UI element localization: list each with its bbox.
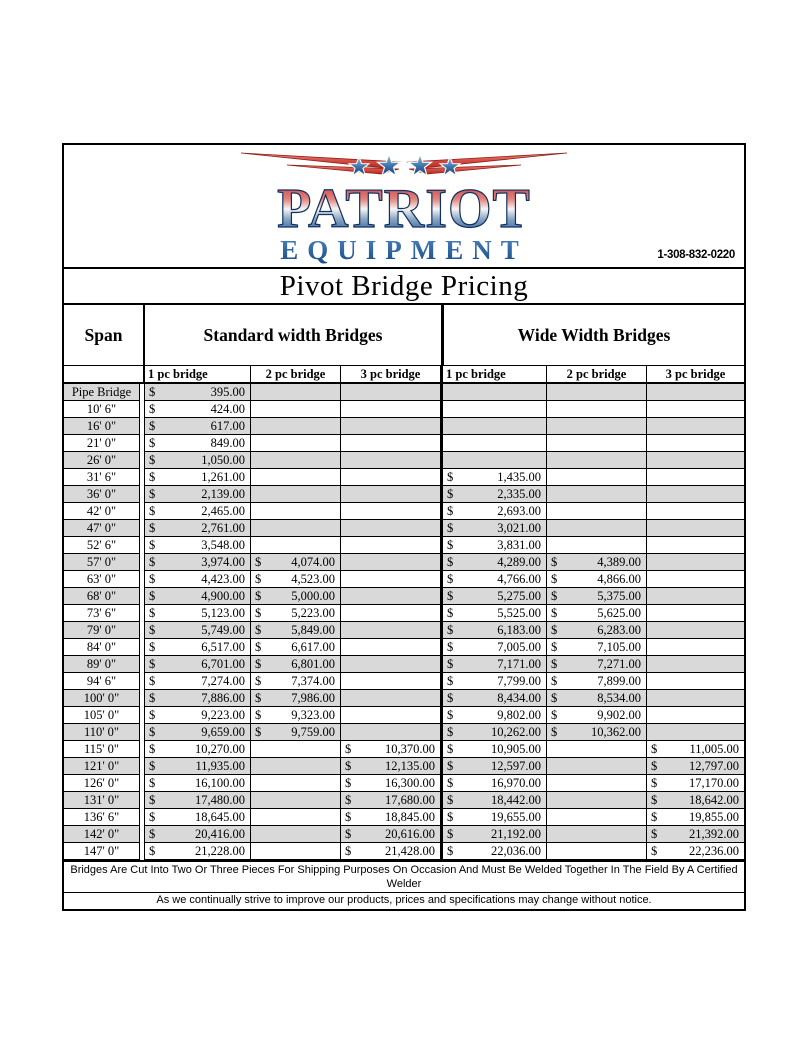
- price-cell-std-3pc: $ 18,845.00: [341, 809, 441, 826]
- sub-header-std-1pc: 1 pc bridge: [145, 366, 251, 384]
- price-cell-std-2pc: [251, 503, 341, 520]
- price-cell-wide-2pc: [547, 418, 647, 435]
- table-row: [64, 826, 744, 843]
- table-row: [64, 435, 744, 452]
- price-cell-std-3pc: $ 20,616.00: [341, 826, 441, 843]
- price-cell-std-1pc: $ 2,465.00: [144, 503, 251, 520]
- company-logo: [239, 151, 569, 272]
- price-cell-wide-2pc: [547, 537, 647, 554]
- span-cell: 89' 0": [64, 656, 140, 673]
- price-cell-std-2pc: [251, 809, 341, 826]
- price-cell-std-3pc: [341, 707, 441, 724]
- table-row: [64, 469, 744, 486]
- price-cell-std-1pc: $ 16,100.00: [144, 775, 251, 792]
- price-cell-wide-3pc: [647, 588, 744, 605]
- price-cell-wide-3pc: [647, 639, 744, 656]
- span-cell: 26' 0": [64, 452, 140, 469]
- price-cell-std-2pc: $ 5,000.00: [251, 588, 341, 605]
- price-cell-std-3pc: [341, 554, 441, 571]
- table-row: [64, 809, 744, 826]
- price-cell-std-1pc: $ 3,548.00: [144, 537, 251, 554]
- price-cell-std-2pc: [251, 401, 341, 418]
- price-cell-wide-2pc: [547, 741, 647, 758]
- price-cell-std-3pc: [341, 724, 441, 741]
- price-cell-wide-1pc: $ 3,831.00: [440, 537, 547, 554]
- table-row: [64, 707, 744, 724]
- price-cell-wide-1pc: $ 4,766.00: [440, 571, 547, 588]
- letterhead: [64, 145, 744, 267]
- span-cell: 110' 0": [64, 724, 140, 741]
- phone-number: 1-308-832-0220: [657, 249, 735, 261]
- page-title: Pivot Bridge Pricing: [64, 267, 744, 305]
- price-cell-std-2pc: $ 5,849.00: [251, 622, 341, 639]
- price-cell-wide-1pc: $ 1,435.00: [440, 469, 547, 486]
- price-cell-std-2pc: $ 5,223.00: [251, 605, 341, 622]
- price-cell-wide-2pc: $ 4,389.00: [547, 554, 647, 571]
- sub-header-std-2pc: 2 pc bridge: [251, 366, 341, 384]
- price-cell-wide-3pc: [647, 435, 744, 452]
- price-cell-std-1pc: $ 9,659.00: [144, 724, 251, 741]
- price-cell-std-2pc: [251, 384, 341, 401]
- price-cell-std-1pc: $ 5,749.00: [144, 622, 251, 639]
- price-cell-std-3pc: [341, 690, 441, 707]
- price-cell-std-1pc: $ 4,900.00: [144, 588, 251, 605]
- span-cell: 105' 0": [64, 707, 140, 724]
- price-cell-std-2pc: [251, 520, 341, 537]
- price-cell-std-3pc: [341, 588, 441, 605]
- price-cell-std-3pc: [341, 656, 441, 673]
- price-cell-wide-2pc: [547, 758, 647, 775]
- shipping-note: Bridges Are Cut Into Two Or Three Pieces For Shipping Purposes On Occasion And Must Be Welded Together In The Field By A Certified Welder: [64, 860, 744, 893]
- price-cell-wide-3pc: [647, 656, 744, 673]
- price-cell-wide-1pc: [440, 401, 547, 418]
- table-sub-header: [64, 366, 744, 384]
- table-row: [64, 571, 744, 588]
- brand-name: PATRIOT: [277, 178, 531, 240]
- price-cell-std-2pc: $ 6,801.00: [251, 656, 341, 673]
- table-row: [64, 520, 744, 537]
- price-cell-std-2pc: $ 7,986.00: [251, 690, 341, 707]
- span-cell: 79' 0": [64, 622, 140, 639]
- price-cell-wide-2pc: [547, 469, 647, 486]
- span-cell: 100' 0": [64, 690, 140, 707]
- price-cell-wide-3pc: $ 17,170.00: [647, 775, 744, 792]
- price-cell-wide-2pc: [547, 401, 647, 418]
- pricing-table-body: [64, 384, 744, 860]
- price-cell-std-1pc: $ 21,228.00: [144, 843, 251, 860]
- table-row: [64, 673, 744, 690]
- price-cell-wide-2pc: [547, 503, 647, 520]
- price-cell-wide-1pc: $ 7,171.00: [440, 656, 547, 673]
- price-cell-wide-1pc: $ 8,434.00: [440, 690, 547, 707]
- span-cell: 94' 6": [64, 673, 140, 690]
- span-cell: 10' 6": [64, 401, 140, 418]
- table-row: [64, 418, 744, 435]
- price-cell-wide-3pc: $ 11,005.00: [647, 741, 744, 758]
- table-row: [64, 384, 744, 401]
- price-cell-std-2pc: [251, 418, 341, 435]
- span-cell: Pipe Bridge: [64, 384, 140, 401]
- table-row: [64, 775, 744, 792]
- price-cell-std-3pc: [341, 673, 441, 690]
- sub-header-wide-1pc: 1 pc bridge: [440, 366, 547, 384]
- price-cell-wide-3pc: [647, 554, 744, 571]
- price-cell-wide-1pc: [440, 418, 547, 435]
- table-row: [64, 656, 744, 673]
- price-cell-wide-1pc: $ 2,335.00: [440, 486, 547, 503]
- price-cell-wide-1pc: $ 18,442.00: [440, 792, 547, 809]
- price-cell-wide-1pc: $ 10,262.00: [440, 724, 547, 741]
- price-cell-std-3pc: [341, 452, 441, 469]
- price-cell-std-1pc: $ 7,274.00: [144, 673, 251, 690]
- price-cell-wide-3pc: [647, 401, 744, 418]
- price-cell-wide-1pc: [440, 435, 547, 452]
- price-cell-std-1pc: $ 424.00: [144, 401, 251, 418]
- table-row: [64, 401, 744, 418]
- wings-icon: [241, 153, 567, 174]
- price-cell-std-3pc: $ 10,370.00: [341, 741, 441, 758]
- price-cell-wide-3pc: $ 12,797.00: [647, 758, 744, 775]
- span-cell: 131' 0": [64, 792, 140, 809]
- price-cell-std-1pc: $ 9,223.00: [144, 707, 251, 724]
- price-cell-wide-2pc: $ 7,899.00: [547, 673, 647, 690]
- price-cell-wide-3pc: [647, 537, 744, 554]
- table-row: [64, 452, 744, 469]
- column-header-standard: Standard width Bridges: [145, 305, 441, 366]
- price-cell-wide-1pc: $ 10,905.00: [440, 741, 547, 758]
- price-cell-std-3pc: [341, 401, 441, 418]
- price-cell-std-1pc: $ 20,416.00: [144, 826, 251, 843]
- price-cell-std-3pc: [341, 537, 441, 554]
- price-cell-std-3pc: $ 21,428.00: [341, 843, 441, 860]
- price-cell-std-1pc: $ 10,270.00: [144, 741, 251, 758]
- price-cell-std-1pc: $ 7,886.00: [144, 690, 251, 707]
- price-cell-wide-2pc: $ 4,866.00: [547, 571, 647, 588]
- price-cell-wide-1pc: $ 5,525.00: [440, 605, 547, 622]
- span-cell: 147' 0": [64, 843, 140, 860]
- price-cell-std-3pc: [341, 605, 441, 622]
- price-cell-wide-3pc: [647, 605, 744, 622]
- price-cell-wide-3pc: [647, 707, 744, 724]
- span-cell: 52' 6": [64, 537, 140, 554]
- sub-header-wide-2pc: 2 pc bridge: [547, 366, 647, 384]
- price-cell-wide-2pc: $ 7,105.00: [547, 639, 647, 656]
- price-cell-std-1pc: $ 617.00: [144, 418, 251, 435]
- price-cell-wide-1pc: [440, 452, 547, 469]
- price-cell-wide-2pc: [547, 809, 647, 826]
- price-cell-std-1pc: $ 18,645.00: [144, 809, 251, 826]
- table-row: [64, 639, 744, 656]
- price-cell-wide-1pc: $ 5,275.00: [440, 588, 547, 605]
- price-cell-wide-1pc: $ 21,192.00: [440, 826, 547, 843]
- price-cell-std-3pc: $ 17,680.00: [341, 792, 441, 809]
- price-cell-std-3pc: $ 12,135.00: [341, 758, 441, 775]
- span-cell: 36' 0": [64, 486, 140, 503]
- price-cell-wide-3pc: [647, 673, 744, 690]
- price-cell-std-3pc: $ 16,300.00: [341, 775, 441, 792]
- price-cell-std-2pc: [251, 843, 341, 860]
- price-cell-std-2pc: $ 9,759.00: [251, 724, 341, 741]
- price-cell-std-2pc: $ 4,523.00: [251, 571, 341, 588]
- price-cell-wide-3pc: [647, 486, 744, 503]
- span-cell: 73' 6": [64, 605, 140, 622]
- span-cell: 16' 0": [64, 418, 140, 435]
- price-cell-wide-1pc: $ 3,021.00: [440, 520, 547, 537]
- span-cell: 84' 0": [64, 639, 140, 656]
- span-cell: 68' 0": [64, 588, 140, 605]
- price-cell-wide-3pc: [647, 384, 744, 401]
- price-cell-std-3pc: [341, 435, 441, 452]
- price-cell-std-3pc: [341, 622, 441, 639]
- table-row: [64, 758, 744, 775]
- price-cell-wide-1pc: $ 19,655.00: [440, 809, 547, 826]
- price-cell-std-3pc: [341, 418, 441, 435]
- table-row: [64, 690, 744, 707]
- price-cell-wide-2pc: $ 5,375.00: [547, 588, 647, 605]
- price-cell-std-3pc: [341, 384, 441, 401]
- price-cell-std-3pc: [341, 571, 441, 588]
- price-cell-std-1pc: $ 11,935.00: [144, 758, 251, 775]
- price-cell-wide-2pc: [547, 435, 647, 452]
- price-cell-std-1pc: $ 17,480.00: [144, 792, 251, 809]
- span-cell: 21' 0": [64, 435, 140, 452]
- price-cell-wide-3pc: [647, 571, 744, 588]
- price-cell-std-2pc: $ 6,617.00: [251, 639, 341, 656]
- patriot-logo-icon: [239, 151, 569, 267]
- price-cell-std-2pc: [251, 758, 341, 775]
- price-cell-wide-2pc: $ 10,362.00: [547, 724, 647, 741]
- price-cell-wide-3pc: [647, 469, 744, 486]
- price-cell-wide-1pc: $ 12,597.00: [440, 758, 547, 775]
- price-cell-wide-2pc: $ 9,902.00: [547, 707, 647, 724]
- price-cell-std-3pc: [341, 486, 441, 503]
- table-row: [64, 486, 744, 503]
- price-cell-std-1pc: $ 1,261.00: [144, 469, 251, 486]
- price-cell-std-1pc: $ 395.00: [144, 384, 251, 401]
- span-cell: 57' 0": [64, 554, 140, 571]
- table-group-header: [64, 305, 744, 366]
- span-cell: 31' 6": [64, 469, 140, 486]
- price-cell-std-2pc: [251, 486, 341, 503]
- sub-header-wide-3pc: 3 pc bridge: [647, 366, 744, 384]
- price-cell-std-2pc: [251, 452, 341, 469]
- price-cell-wide-2pc: [547, 486, 647, 503]
- price-cell-wide-2pc: $ 7,271.00: [547, 656, 647, 673]
- price-cell-std-3pc: [341, 469, 441, 486]
- price-cell-wide-3pc: [647, 520, 744, 537]
- price-cell-std-2pc: $ 9,323.00: [251, 707, 341, 724]
- sub-header-blank: [64, 366, 145, 384]
- price-cell-wide-1pc: $ 9,802.00: [440, 707, 547, 724]
- table-row: [64, 843, 744, 860]
- price-cell-std-2pc: [251, 435, 341, 452]
- price-cell-wide-3pc: [647, 418, 744, 435]
- price-cell-wide-3pc: $ 22,236.00: [647, 843, 744, 860]
- price-cell-std-3pc: [341, 639, 441, 656]
- table-row: [64, 792, 744, 809]
- table-row: [64, 554, 744, 571]
- price-cell-std-1pc: $ 5,123.00: [144, 605, 251, 622]
- price-cell-wide-2pc: [547, 384, 647, 401]
- price-cell-std-2pc: $ 4,074.00: [251, 554, 341, 571]
- price-cell-wide-1pc: $ 4,289.00: [440, 554, 547, 571]
- price-cell-wide-2pc: [547, 775, 647, 792]
- price-cell-wide-2pc: [547, 843, 647, 860]
- price-cell-wide-1pc: $ 7,799.00: [440, 673, 547, 690]
- table-row: [64, 537, 744, 554]
- price-cell-std-2pc: [251, 537, 341, 554]
- price-cell-wide-3pc: $ 19,855.00: [647, 809, 744, 826]
- price-cell-std-1pc: $ 6,701.00: [144, 656, 251, 673]
- price-cell-wide-2pc: [547, 520, 647, 537]
- price-cell-wide-1pc: $ 2,693.00: [440, 503, 547, 520]
- price-cell-wide-2pc: [547, 826, 647, 843]
- disclaimer-note: As we continually strive to improve our products, prices and specifications may change without notice.: [156, 894, 652, 906]
- price-cell-std-3pc: [341, 503, 441, 520]
- span-cell: 126' 0": [64, 775, 140, 792]
- price-cell-wide-3pc: [647, 452, 744, 469]
- price-cell-wide-1pc: $ 6,183.00: [440, 622, 547, 639]
- price-cell-wide-2pc: $ 8,534.00: [547, 690, 647, 707]
- column-header-span: Span: [64, 305, 145, 366]
- span-cell: 63' 0": [64, 571, 140, 588]
- price-cell-wide-3pc: [647, 622, 744, 639]
- price-cell-wide-3pc: [647, 724, 744, 741]
- price-cell-std-2pc: [251, 792, 341, 809]
- table-row: [64, 741, 744, 758]
- price-cell-wide-2pc: $ 6,283.00: [547, 622, 647, 639]
- price-cell-std-2pc: [251, 775, 341, 792]
- price-cell-std-3pc: [341, 520, 441, 537]
- span-cell: 142' 0": [64, 826, 140, 843]
- price-cell-wide-1pc: [440, 384, 547, 401]
- price-cell-std-1pc: $ 2,761.00: [144, 520, 251, 537]
- price-cell-wide-3pc: [647, 503, 744, 520]
- price-cell-std-2pc: [251, 741, 341, 758]
- price-cell-wide-2pc: [547, 452, 647, 469]
- price-cell-wide-1pc: $ 16,970.00: [440, 775, 547, 792]
- table-row: [64, 622, 744, 639]
- span-cell: 115' 0": [64, 741, 140, 758]
- price-cell-std-1pc: $ 1,050.00: [144, 452, 251, 469]
- price-cell-wide-3pc: $ 18,642.00: [647, 792, 744, 809]
- column-header-wide: Wide Width Bridges: [441, 305, 744, 366]
- price-cell-wide-3pc: [647, 690, 744, 707]
- span-cell: 121' 0": [64, 758, 140, 775]
- pricing-sheet: [62, 143, 746, 911]
- brand-tagline: EQUIPMENT: [280, 235, 528, 265]
- price-cell-std-1pc: $ 849.00: [144, 435, 251, 452]
- price-cell-wide-2pc: $ 5,625.00: [547, 605, 647, 622]
- table-row: [64, 724, 744, 741]
- price-cell-std-1pc: $ 4,423.00: [144, 571, 251, 588]
- price-cell-wide-1pc: $ 22,036.00: [440, 843, 547, 860]
- price-cell-wide-3pc: $ 21,392.00: [647, 826, 744, 843]
- sub-header-std-3pc: 3 pc bridge: [341, 366, 441, 384]
- table-row: [64, 605, 744, 622]
- span-cell: 47' 0": [64, 520, 140, 537]
- table-row: [64, 588, 744, 605]
- table-row: [64, 503, 744, 520]
- price-cell-std-1pc: $ 3,974.00: [144, 554, 251, 571]
- price-cell-std-2pc: [251, 469, 341, 486]
- price-cell-wide-1pc: $ 7,005.00: [440, 639, 547, 656]
- price-cell-std-2pc: $ 7,374.00: [251, 673, 341, 690]
- price-cell-std-2pc: [251, 826, 341, 843]
- price-cell-wide-2pc: [547, 792, 647, 809]
- span-cell: 42' 0": [64, 503, 140, 520]
- span-cell: 136' 6": [64, 809, 140, 826]
- price-cell-std-1pc: $ 2,139.00: [144, 486, 251, 503]
- price-cell-std-1pc: $ 6,517.00: [144, 639, 251, 656]
